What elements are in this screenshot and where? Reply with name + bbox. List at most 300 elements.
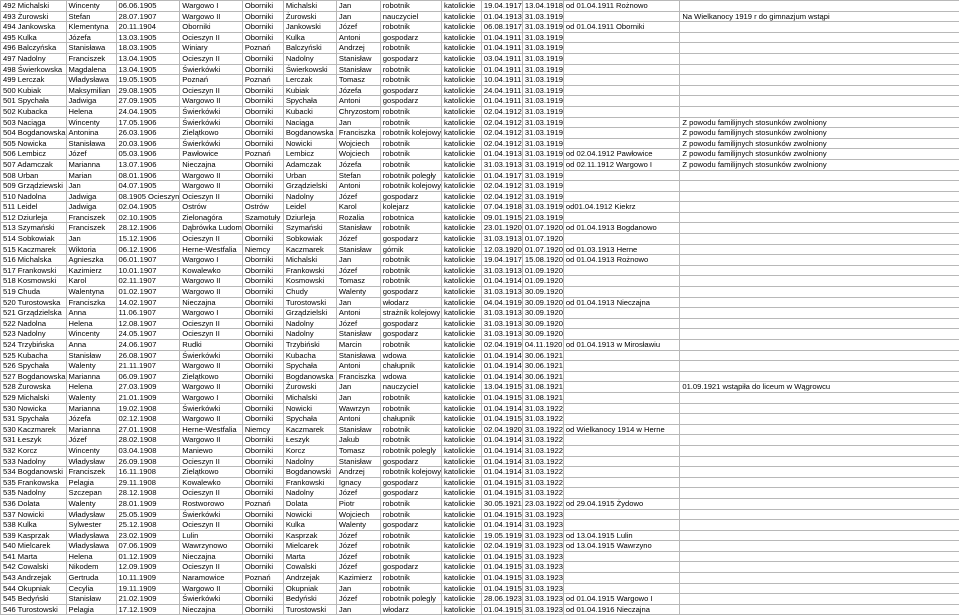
cell-occupation: robotnica (380, 212, 441, 223)
cell-birth-date: 17.12.1909 (116, 604, 180, 615)
cell-first-name: Anna (66, 308, 116, 319)
cell-religion: katolickie (442, 403, 482, 414)
cell-entry-date: 12.03.1920 (481, 244, 522, 255)
table-row (1, 467, 959, 478)
cell-occupation: robotnik polegly (380, 445, 441, 456)
cell-district: Poznań (242, 75, 283, 86)
cell-exit-date: 31.03.1919 (522, 32, 563, 43)
cell-parent-first-name: Kazimierz (336, 573, 380, 584)
cell-prior-school-note (563, 265, 679, 276)
cell-entry-date: 01.04.1915 (481, 414, 522, 425)
cell-first-name: Helena (66, 318, 116, 329)
cell-birth-place: Świerkówki (180, 138, 243, 149)
cell-remarks (680, 445, 959, 456)
cell-exit-date: 31.03.1922 (522, 467, 563, 478)
cell-birth-place: Rostworowo (180, 498, 243, 509)
cell-remarks: Z powodu familijnych stosunków zwolniony (680, 138, 959, 149)
cell-first-name: Walenty (66, 361, 116, 372)
cell-parent-first-name: Franciszka (336, 128, 380, 139)
cell-religion: katolickie (442, 467, 482, 478)
cell-birth-date: 07.06.1909 (116, 541, 180, 552)
cell-parent-first-name: Józef (336, 551, 380, 562)
cell-prior-school-note: od 01.03.1913 Herne (563, 244, 679, 255)
cell-birth-place: Wargowo I (180, 255, 243, 266)
cell-exit-date: 31.03.1922 (522, 445, 563, 456)
cell-occupation: robotnik kolejowy (380, 181, 441, 192)
cell-number-surname: 546 Turostowski (1, 604, 67, 615)
table-row (1, 456, 959, 467)
cell-first-name: Jan (66, 181, 116, 192)
cell-occupation: robotnik (380, 22, 441, 33)
cell-birth-date: 27.09.1905 (116, 96, 180, 107)
cell-first-name: Wincenty (66, 329, 116, 340)
cell-parent-surname: Michalski (283, 392, 336, 403)
cell-first-name: Władysława (66, 530, 116, 541)
cell-entry-date: 01.04.1915 (481, 477, 522, 488)
cell-religion: katolickie (442, 583, 482, 594)
cell-birth-date: 10.11.1909 (116, 573, 180, 584)
cell-first-name: Stanisława (66, 43, 116, 54)
cell-prior-school-note (563, 181, 679, 192)
cell-parent-surname: Nowicki (283, 403, 336, 414)
cell-prior-school-note (563, 456, 679, 467)
cell-district: Oborniki (242, 234, 283, 245)
cell-exit-date: 30.09.1920 (522, 287, 563, 298)
cell-remarks: Z powodu familijnych stosunków zwolniony (680, 117, 959, 128)
cell-number-surname: 520 Turostowska (1, 297, 67, 308)
cell-birth-date: 06.06.1905 (116, 1, 180, 12)
cell-exit-date: 15.08.1920 (522, 255, 563, 266)
cell-parent-surname: Dziurleja (283, 212, 336, 223)
cell-birth-date: 29.08.1905 (116, 85, 180, 96)
cell-entry-date: 01.04.1911 (481, 32, 522, 43)
cell-number-surname: 541 Marta (1, 551, 67, 562)
cell-religion: katolickie (442, 212, 482, 223)
cell-first-name: Helena (66, 551, 116, 562)
cell-prior-school-note (563, 371, 679, 382)
cell-parent-surname: Michalski (283, 1, 336, 12)
cell-religion: katolickie (442, 498, 482, 509)
cell-number-surname: 536 Dolata (1, 498, 67, 509)
cell-district: Oborniki (242, 414, 283, 425)
cell-occupation: robotnik (380, 1, 441, 12)
cell-exit-date: 31.03.1919 (522, 85, 563, 96)
cell-religion: katolickie (442, 11, 482, 22)
cell-district: Oborniki (242, 308, 283, 319)
cell-parent-surname: Trzybiński (283, 340, 336, 351)
cell-exit-date: 01.07.1920 (522, 244, 563, 255)
cell-parent-surname: Łeszyk (283, 435, 336, 446)
cell-exit-date: 31.03.1919 (522, 43, 563, 54)
cell-birth-place: Ocieszyn II (180, 318, 243, 329)
cell-parent-first-name: Jan (336, 382, 380, 393)
cell-first-name: Franciszek (66, 212, 116, 223)
cell-occupation: robotnik (380, 403, 441, 414)
cell-district: Oborniki (242, 32, 283, 43)
cell-prior-school-note (563, 170, 679, 181)
cell-occupation: robotnik (380, 583, 441, 594)
cell-remarks (680, 340, 959, 351)
cell-first-name: Wincenty (66, 445, 116, 456)
cell-remarks (680, 509, 959, 520)
cell-birth-place: Zielątkowo (180, 467, 243, 478)
cell-parent-first-name: Józef (336, 562, 380, 573)
cell-birth-date: 25.12.1908 (116, 520, 180, 531)
cell-birth-place: Nieczajna (180, 297, 243, 308)
cell-district: Oborniki (242, 594, 283, 605)
cell-occupation: gospodarz (380, 234, 441, 245)
cell-number-surname: 512 Dziurleja (1, 212, 67, 223)
cell-birth-place: Herne-Westfalia (180, 424, 243, 435)
cell-prior-school-note: od 01.04.1915 Wargowo I (563, 594, 679, 605)
cell-exit-date: 31.03.1922 (522, 435, 563, 446)
table-row (1, 159, 959, 170)
cell-parent-surname: Korcz (283, 445, 336, 456)
cell-exit-date: 23.03.1922 (522, 498, 563, 509)
cell-parent-surname: Naciąga (283, 117, 336, 128)
cell-parent-first-name: Stanisława (336, 350, 380, 361)
table-row (1, 445, 959, 456)
cell-district: Oborniki (242, 159, 283, 170)
cell-exit-date: 30.06.1921 (522, 371, 563, 382)
cell-parent-surname: Nadolny (283, 456, 336, 467)
cell-district: Oborniki (242, 541, 283, 552)
table-row (1, 181, 959, 192)
cell-exit-date: 31.03.1923 (522, 541, 563, 552)
cell-parent-first-name: Wojciech (336, 509, 380, 520)
cell-remarks (680, 308, 959, 319)
cell-district: Oborniki (242, 530, 283, 541)
cell-remarks: Z powodu familijnych stosunków zwolniony (680, 159, 959, 170)
table-row (1, 149, 959, 160)
table-row (1, 255, 959, 266)
cell-entry-date: 09.01.1915 (481, 212, 522, 223)
cell-religion: katolickie (442, 202, 482, 213)
cell-parent-surname: Bedyński (283, 594, 336, 605)
cell-remarks (680, 223, 959, 234)
cell-entry-date: 19.05.1919 (481, 530, 522, 541)
cell-entry-date: 01.04.1915 (481, 573, 522, 584)
cell-exit-date: 31.03.1922 (522, 477, 563, 488)
cell-prior-school-note (563, 43, 679, 54)
cell-parent-surname: Kaczmarek (283, 244, 336, 255)
cell-exit-date: 31.03.1922 (522, 414, 563, 425)
cell-exit-date: 31.03.1922 (522, 403, 563, 414)
cell-occupation: robotnik (380, 149, 441, 160)
cell-remarks (680, 594, 959, 605)
cell-entry-date: 19.04.1917 (481, 255, 522, 266)
cell-birth-place: Ocieszyn II (180, 191, 243, 202)
cell-first-name: Franciszek (66, 467, 116, 478)
cell-first-name: Karol (66, 276, 116, 287)
cell-exit-date: 30.09.1920 (522, 297, 563, 308)
cell-remarks (680, 43, 959, 54)
cell-parent-surname: Kaczmarek (283, 424, 336, 435)
cell-district: Oborniki (242, 181, 283, 192)
cell-parent-first-name: Antoni (336, 181, 380, 192)
cell-birth-place: Świerkówki (180, 350, 243, 361)
cell-birth-date: 15.12.1906 (116, 234, 180, 245)
table-row (1, 191, 959, 202)
cell-number-surname: 503 Naciąga (1, 117, 67, 128)
cell-birth-place: Lulin (180, 530, 243, 541)
table-row (1, 138, 959, 149)
cell-number-surname: 532 Korcz (1, 445, 67, 456)
cell-religion: katolickie (442, 255, 482, 266)
cell-remarks (680, 583, 959, 594)
cell-district: Oborniki (242, 361, 283, 372)
table-row (1, 75, 959, 86)
table-row (1, 32, 959, 43)
cell-religion: katolickie (442, 477, 482, 488)
table-row (1, 106, 959, 117)
cell-parent-surname: Kulka (283, 32, 336, 43)
cell-birth-date: 05.03.1906 (116, 149, 180, 160)
cell-parent-surname: Nadolny (283, 191, 336, 202)
cell-remarks (680, 541, 959, 552)
cell-prior-school-note (563, 573, 679, 584)
cell-district: Poznań (242, 43, 283, 54)
cell-birth-date: 23.02.1909 (116, 530, 180, 541)
cell-entry-date: 01.04.1913 (481, 149, 522, 160)
table-row (1, 382, 959, 393)
cell-religion: katolickie (442, 520, 482, 531)
cell-occupation: włodarz (380, 297, 441, 308)
cell-district: Niemcy (242, 244, 283, 255)
cell-remarks (680, 498, 959, 509)
cell-religion: katolickie (442, 308, 482, 319)
cell-prior-school-note (563, 382, 679, 393)
cell-birth-place: Nieczajna (180, 604, 243, 615)
cell-prior-school-note (563, 509, 679, 520)
cell-birth-place: Ocieszyn II (180, 234, 243, 245)
cell-exit-date: 31.03.1919 (522, 22, 563, 33)
table-row (1, 212, 959, 223)
cell-number-surname: 522 Nadolna (1, 318, 67, 329)
cell-exit-date: 31.03.1922 (522, 424, 563, 435)
cell-religion: katolickie (442, 117, 482, 128)
cell-district: Oborniki (242, 106, 283, 117)
cell-birth-date: 21.01.1909 (116, 392, 180, 403)
cell-remarks (680, 234, 959, 245)
cell-parent-surname: Nadolny (283, 488, 336, 499)
cell-religion: katolickie (442, 244, 482, 255)
cell-religion: katolickie (442, 53, 482, 64)
cell-parent-surname: Frankowski (283, 265, 336, 276)
cell-first-name: Szczepan (66, 488, 116, 499)
cell-number-surname: 516 Michalska (1, 255, 67, 266)
cell-first-name: Jadwiga (66, 191, 116, 202)
cell-birth-date: 28.07.1907 (116, 11, 180, 22)
cell-religion: katolickie (442, 424, 482, 435)
cell-entry-date: 01.04.1914 (481, 276, 522, 287)
table-row (1, 361, 959, 372)
cell-occupation: robotnik (380, 75, 441, 86)
cell-exit-date: 31.03.1919 (522, 202, 563, 213)
cell-number-surname: 539 Kasprzak (1, 530, 67, 541)
cell-birth-date: 28.12.1908 (116, 488, 180, 499)
cell-birth-place: Ocieszyn II (180, 562, 243, 573)
cell-number-surname: 531 Spychała (1, 414, 67, 425)
cell-parent-surname: Michalski (283, 255, 336, 266)
cell-parent-surname: Cowalski (283, 562, 336, 573)
cell-occupation: robotnik (380, 265, 441, 276)
cell-parent-first-name: Tomasz (336, 445, 380, 456)
table-row (1, 22, 959, 33)
table-row (1, 604, 959, 615)
cell-religion: katolickie (442, 382, 482, 393)
cell-prior-school-note: od 01.04.1913 Bogdanowo (563, 223, 679, 234)
cell-parent-surname: Nadolny (283, 329, 336, 340)
table-row (1, 551, 959, 562)
cell-birth-date: 11.06.1907 (116, 308, 180, 319)
cell-birth-place: Wargowo I (180, 308, 243, 319)
cell-remarks (680, 551, 959, 562)
cell-religion: katolickie (442, 159, 482, 170)
cell-entry-date: 01.04.1914 (481, 435, 522, 446)
cell-number-surname: 492 Michalski (1, 1, 67, 12)
cell-parent-first-name: Wojciech (336, 138, 380, 149)
cell-occupation: nauczyciel (380, 11, 441, 22)
cell-number-surname: 530 Nowicka (1, 403, 67, 414)
cell-remarks (680, 85, 959, 96)
cell-number-surname: 504 Bogdanowska (1, 128, 67, 139)
cell-first-name: Stanisław (66, 594, 116, 605)
cell-religion: katolickie (442, 573, 482, 584)
cell-birth-place: Zielątkowo (180, 128, 243, 139)
cell-occupation: robotnik (380, 435, 441, 446)
cell-parent-surname: Nadolny (283, 318, 336, 329)
cell-entry-date: 01.04.1914 (481, 361, 522, 372)
cell-entry-date: 01.04.1915 (481, 604, 522, 615)
cell-remarks (680, 32, 959, 43)
cell-remarks (680, 106, 959, 117)
cell-birth-place: Wargowo II (180, 287, 243, 298)
cell-occupation: robotnik (380, 64, 441, 75)
cell-number-surname: 526 Spychała (1, 361, 67, 372)
cell-prior-school-note (563, 32, 679, 43)
cell-parent-surname: Nowicki (283, 509, 336, 520)
cell-birth-date: 21.02.1909 (116, 594, 180, 605)
cell-parent-first-name: Józef (336, 488, 380, 499)
cell-birth-place: Wargowo II (180, 583, 243, 594)
cell-parent-first-name: Ignacy (336, 477, 380, 488)
cell-remarks (680, 276, 959, 287)
cell-prior-school-note: od 01.04.1916 Nieczajna (563, 604, 679, 615)
cell-first-name: Jadwiga (66, 96, 116, 107)
cell-remarks (680, 297, 959, 308)
cell-entry-date: 01.04.1915 (481, 551, 522, 562)
cell-parent-first-name: Walenty (336, 520, 380, 531)
cell-birth-place: Wargowo II (180, 170, 243, 181)
cell-parent-first-name: Tomasz (336, 276, 380, 287)
cell-district: Oborniki (242, 392, 283, 403)
cell-first-name: Agnieszka (66, 255, 116, 266)
cell-birth-date: 26.03.1906 (116, 128, 180, 139)
cell-prior-school-note (563, 562, 679, 573)
cell-number-surname: 543 Andrzejak (1, 573, 67, 584)
cell-remarks (680, 1, 959, 12)
cell-number-surname: 527 Bogdanowska (1, 371, 67, 382)
cell-district: Oborniki (242, 265, 283, 276)
table-row (1, 308, 959, 319)
cell-prior-school-note (563, 445, 679, 456)
cell-religion: katolickie (442, 170, 482, 181)
cell-number-surname: 517 Frankowski (1, 265, 67, 276)
cell-parent-surname: Bogdanowska (283, 371, 336, 382)
cell-birth-date: 24.04.1905 (116, 106, 180, 117)
cell-entry-date: 01.04.1911 (481, 64, 522, 75)
cell-parent-surname: Andrzejak (283, 573, 336, 584)
cell-district: Oborniki (242, 223, 283, 234)
cell-number-surname: 531 Łeszyk (1, 435, 67, 446)
cell-prior-school-note: od 01.04.1911 Rożnowo (563, 1, 679, 12)
cell-prior-school-note (563, 361, 679, 372)
cell-entry-date: 01.04.1914 (481, 520, 522, 531)
table-row (1, 498, 959, 509)
cell-first-name: Maksymilian (66, 85, 116, 96)
cell-occupation: chałupnik (380, 361, 441, 372)
cell-exit-date: 21.03.1919 (522, 212, 563, 223)
cell-exit-date: 30.09.1920 (522, 329, 563, 340)
cell-first-name: Walentyna (66, 287, 116, 298)
cell-parent-first-name: Walenty (336, 287, 380, 298)
cell-number-surname: 515 Kaczmarek (1, 244, 67, 255)
cell-first-name: Antonina (66, 128, 116, 139)
cell-birth-date: 26.08.1907 (116, 350, 180, 361)
cell-birth-date: 28.02.1908 (116, 435, 180, 446)
cell-number-surname: 505 Nowicka (1, 138, 67, 149)
cell-district: Oborniki (242, 583, 283, 594)
cell-prior-school-note: od 01.04.1913 Rożnowo (563, 255, 679, 266)
cell-birth-date: 08.1905 Ocieszyn (116, 191, 180, 202)
cell-birth-date: 27.01.1908 (116, 424, 180, 435)
cell-exit-date: 31.03.1922 (522, 488, 563, 499)
table-row (1, 414, 959, 425)
cell-parent-first-name: Wawrzyn (336, 403, 380, 414)
cell-occupation: gospodarz (380, 85, 441, 96)
cell-number-surname: 500 Kubiak (1, 85, 67, 96)
cell-parent-first-name: Jan (336, 117, 380, 128)
cell-religion: katolickie (442, 361, 482, 372)
cell-number-surname: 537 Nowicki (1, 509, 67, 520)
cell-parent-first-name: Józef (336, 22, 380, 33)
cell-occupation: gospodarz (380, 96, 441, 107)
cell-occupation: strażnik kolejowy (380, 308, 441, 319)
cell-first-name: Władysław (66, 456, 116, 467)
cell-birth-place: Świerkówki (180, 594, 243, 605)
cell-occupation: włodarz (380, 604, 441, 615)
cell-number-surname: 518 Kosmowski (1, 276, 67, 287)
cell-parent-first-name: Stanisław (336, 53, 380, 64)
cell-birth-place: Herne-Westfalia (180, 244, 243, 255)
cell-exit-date: 31.08.1921 (522, 392, 563, 403)
cell-district: Oborniki (242, 128, 283, 139)
cell-district: Ostrów (242, 202, 283, 213)
cell-religion: katolickie (442, 75, 482, 86)
cell-religion: katolickie (442, 191, 482, 202)
table-row (1, 573, 959, 584)
cell-number-surname: 523 Nadolny (1, 329, 67, 340)
cell-remarks (680, 318, 959, 329)
cell-entry-date: 02.04.1912 (481, 191, 522, 202)
table-row (1, 276, 959, 287)
cell-parent-first-name: Tomasz (336, 75, 380, 86)
cell-remarks (680, 75, 959, 86)
cell-entry-date: 31.03.1913 (481, 159, 522, 170)
cell-first-name: Władysława (66, 75, 116, 86)
cell-religion: katolickie (442, 22, 482, 33)
